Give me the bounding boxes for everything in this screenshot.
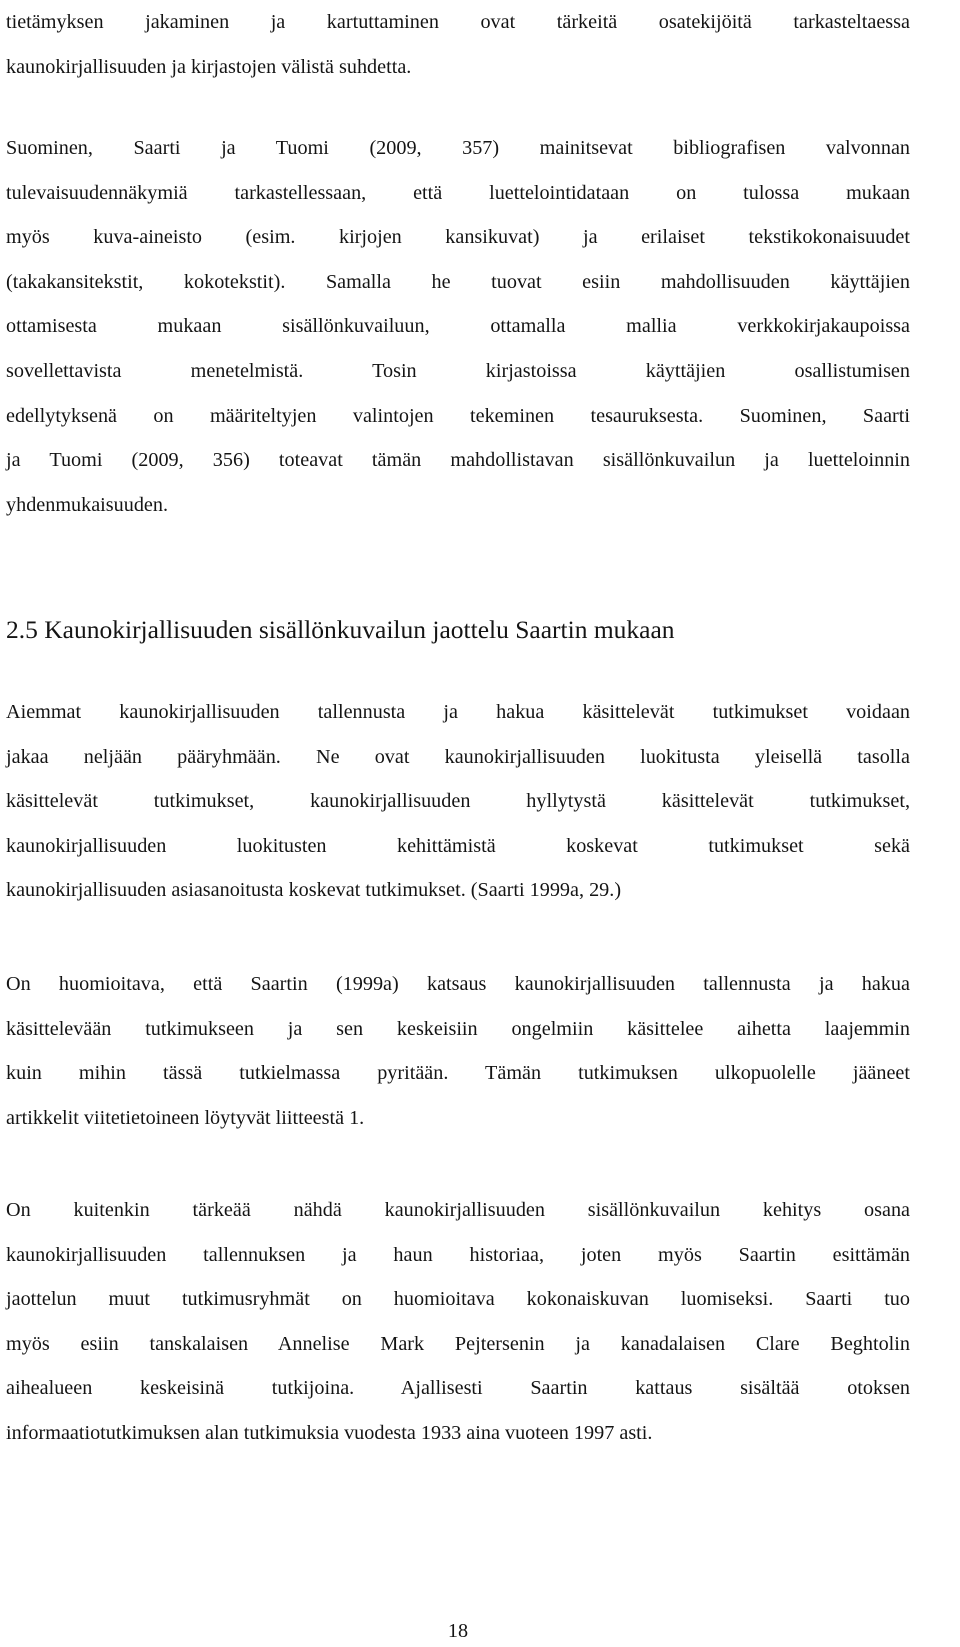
text-line: aihealueen keskeisinä tutkijoina. Ajallisesti Saartin kattaus sisältää otoksen — [6, 1377, 910, 1400]
text-line: informaatiotutkimuksen alan tutkimuksia vuodesta 1933 aina vuoteen 1997 asti. — [6, 1421, 653, 1444]
paragraph-research-groups — [6, 690, 910, 913]
text-line: Aiemmat kaunokirjallisuuden tallennusta ja hakua käsittelevät tutkimukset voidaan — [6, 701, 910, 723]
text-line: kaunokirjallisuuden luokitusten kehittämistä koskevat tutkimukset sekä — [6, 834, 910, 857]
text-line: edellytyksenä on määriteltyjen valintojen tekeminen tesauruksesta. Suominen, Saarti — [6, 404, 910, 427]
text-line: Suominen, Saarti ja Tuomi (2009, 357) mainitsevat bibliografisen valvonnan — [6, 137, 910, 159]
text-line: myös esiin tanskalaisen Annelise Mark Pejtersenin ja kanadalaisen Clare Beghtolin — [6, 1332, 910, 1355]
text-line: kaunokirjallisuuden ja kirjastojen välistä suhdetta. — [6, 55, 412, 78]
text-line: käsittelevään tutkimukseen ja sen keskeisiin ongelmiin käsittelee aihetta laajemmin — [6, 1017, 910, 1040]
document-page — [6, 0, 910, 1647]
page-number: 18 — [447, 1620, 469, 1642]
paragraph-saarti-review — [6, 962, 910, 1140]
text-line: ottamisesta mukaan sisällönkuvailuun, ottamalla mallia verkkokirjakaupoissa — [6, 315, 910, 338]
section-heading: 2.5 Kaunokirjallisuuden sisällönkuvailun jaottelu Saartin mukaan — [6, 615, 675, 644]
text-line: myös kuva-aineisto (esim. kirjojen kansikuvat) ja erilaiset tekstikokonaisuudet — [6, 226, 910, 249]
paragraph-suominen-saarti-tuomi — [6, 126, 910, 527]
text-line: tietämyksen jakaminen ja kartuttaminen ovat tärkeitä osatekijöitä tarkasteltaessa — [6, 11, 910, 33]
text-line: kuin mihin tässä tutkielmassa pyritään. Tämän tutkimuksen ulkopuolelle jääneet — [6, 1062, 910, 1085]
text-line: jaottelun muut tutkimusryhmät on huomioitava kokonaiskuvan luomiseksi. Saarti tuo — [6, 1288, 910, 1311]
text-line: On huomioitava, että Saartin (1999a) katsaus kaunokirjallisuuden tallennusta ja hakua — [6, 973, 910, 995]
text-line: (takakansitekstit, kokotekstit). Samalla he tuovat esiin mahdollisuuden käyttäjien — [6, 270, 910, 293]
paragraph-history-overview — [6, 1188, 910, 1456]
text-line: yhdenmukaisuuden. — [6, 493, 169, 516]
text-line: sovellettavista menetelmistä. Tosin kirjastoissa käyttäjien osallistumisen — [6, 359, 910, 382]
text-line: kaunokirjallisuuden asiasanoitusta koskevat tutkimukset. (Saarti 1999a, 29.) — [6, 879, 622, 902]
text-line: jakaa neljään pääryhmään. Ne ovat kaunokirjallisuuden luokitusta yleisellä tasolla — [6, 745, 910, 768]
text-line: tulevaisuudennäkymiä tarkastellessaan, että luettelointidataan on tulossa mukaan — [6, 181, 910, 204]
text-line: käsittelevät tutkimukset, kaunokirjallisuuden hyllytystä käsittelevät tutkimukset, — [6, 790, 910, 813]
text-line: artikkelit viitetietoineen löytyvät liitteestä 1. — [6, 1106, 365, 1129]
paragraph-intro-continuation — [6, 0, 910, 89]
text-line: kaunokirjallisuuden tallennuksen ja haun historiaa, joten myös Saartin esittämän — [6, 1243, 910, 1266]
text-line: ja Tuomi (2009, 356) toteavat tämän mahdollistavan sisällönkuvailun ja luetteloinnin — [6, 449, 910, 472]
text-line: On kuitenkin tärkeää nähdä kaunokirjallisuuden sisällönkuvailun kehitys osana — [6, 1199, 910, 1221]
